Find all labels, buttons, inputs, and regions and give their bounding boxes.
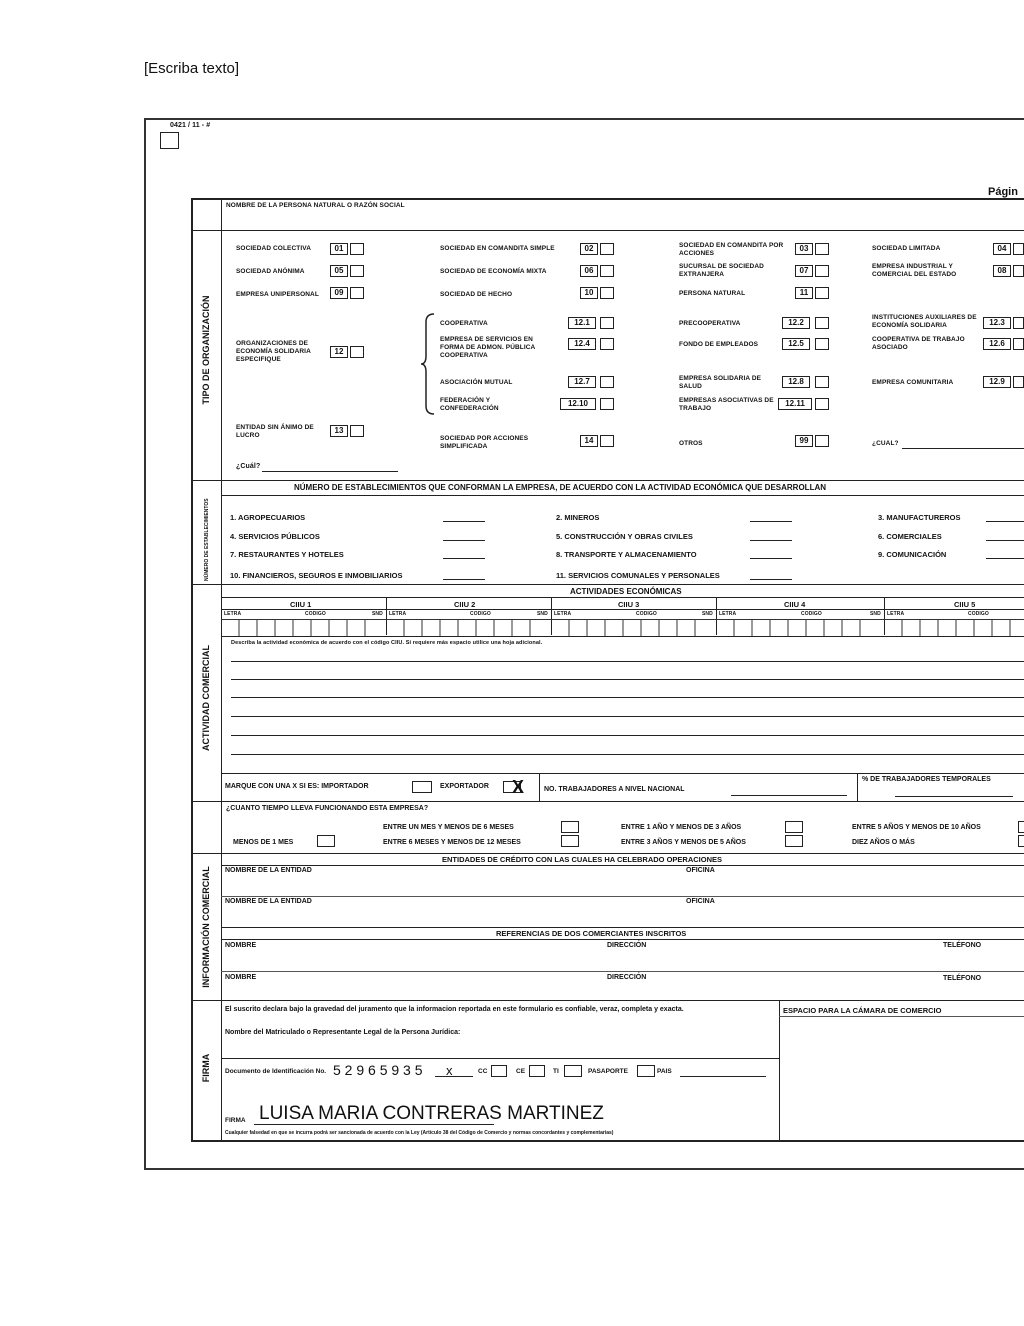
- describe-line[interactable]: [231, 697, 1024, 698]
- ref-nombre-label: NOMBRE: [225, 974, 257, 981]
- estab-input[interactable]: [750, 521, 792, 522]
- estab-input[interactable]: [986, 558, 1024, 559]
- ciiu-sub: CODIGO: [305, 611, 326, 617]
- ciiu-header: CIIU 2: [454, 600, 476, 609]
- org-code: 13: [330, 425, 348, 437]
- estab-input[interactable]: [443, 521, 485, 522]
- tiempo-option: ENTRE 1 AÑO Y MENOS DE 3 AÑOS: [621, 824, 742, 831]
- top-corner-box: [160, 132, 179, 149]
- ciiu-header: CIIU 1: [290, 600, 312, 609]
- org-code: 12.6: [983, 338, 1011, 350]
- tiempo-checkbox[interactable]: [317, 835, 335, 847]
- org-code: 12.8: [782, 376, 810, 388]
- ciiu-sub: SND: [537, 611, 548, 617]
- org-label: SOCIEDAD DE HECHO: [440, 291, 513, 298]
- describe-line[interactable]: [231, 679, 1024, 680]
- tiempo-checkbox[interactable]: [785, 821, 803, 833]
- estab-side-label: NÚMERO DE ESTABLECIMIENTOS: [204, 498, 210, 581]
- page-label: Págin: [988, 186, 1018, 198]
- ciiu-sub: CODIGO: [636, 611, 657, 617]
- actividad-title: ACTIVIDADES ECONÓMICAS: [570, 587, 682, 596]
- org-checkbox[interactable]: [350, 243, 364, 255]
- org-code: 06: [580, 265, 598, 277]
- org-checkbox[interactable]: [350, 346, 364, 358]
- ti-checkbox[interactable]: [564, 1065, 582, 1077]
- cual-label: ¿CUAL?: [872, 440, 899, 447]
- ciiu-sub: LETRA: [389, 611, 407, 617]
- pasaporte-checkbox[interactable]: [637, 1065, 655, 1077]
- divider: [191, 1000, 1024, 1001]
- header-placeholder[interactable]: [Escriba texto]: [144, 60, 240, 77]
- entidad-label: NOMBRE DE LA ENTIDAD: [225, 867, 312, 874]
- referencias-title: REFERENCIAS DE DOS COMERCIANTES INSCRITOS: [496, 929, 687, 938]
- org-label: SOCIEDAD DE ECONOMÍA MIXTA: [440, 268, 547, 275]
- divider: [191, 230, 1024, 231]
- exportador-mark: X: [512, 777, 525, 797]
- org-code: 12.3: [983, 317, 1011, 329]
- org-checkbox[interactable]: [600, 376, 614, 388]
- exportador-label: EXPORTADOR: [440, 783, 489, 790]
- org-code: 12: [330, 346, 348, 358]
- estab-item: 6. COMERCIALES: [878, 532, 942, 541]
- cc-label: CC: [478, 1068, 488, 1075]
- org-label: SOCIEDAD ANÓNIMA: [236, 268, 305, 275]
- tiempo-option: ENTRE 5 AÑOS Y MENOS DE 10 AÑOS: [852, 824, 981, 831]
- org-code: 10: [580, 287, 598, 299]
- ce-checkbox[interactable]: [529, 1065, 545, 1077]
- signature-name[interactable]: LUISA MARIA CONTRERAS MARTINEZ: [259, 1103, 604, 1124]
- ciiu-sub: LETRA: [719, 611, 737, 617]
- cual-input[interactable]: [902, 448, 1024, 449]
- importador-checkbox[interactable]: [412, 781, 432, 793]
- divider: [191, 584, 1024, 585]
- divider: [779, 1000, 780, 1142]
- org-side-label: TIPO DE ORGANIZACIÓN: [201, 295, 211, 405]
- tiempo-option: ENTRE 3 AÑOS Y MENOS DE 5 AÑOS: [621, 839, 746, 846]
- divider: [221, 773, 1024, 774]
- org-checkbox[interactable]: [600, 398, 614, 410]
- ciiu-sub: SND: [702, 611, 713, 617]
- importador-label: MARQUE CON UNA X SI ES: IMPORTADOR: [225, 783, 369, 790]
- org-checkbox[interactable]: [600, 435, 614, 447]
- credito-title: ENTIDADES DE CRÉDITO CON LAS CUALES HA CELEBRADO OPERACIONES: [442, 855, 723, 864]
- org-label: EMPRESA UNIPERSONAL: [236, 291, 319, 298]
- describe-line[interactable]: [231, 716, 1024, 717]
- org-label: EMPRESA SOLIDARIA DE SALUD: [679, 375, 762, 390]
- ti-label: TI: [553, 1068, 559, 1075]
- org-checkbox[interactable]: [350, 425, 364, 437]
- org-code: 02: [580, 243, 598, 255]
- org-code: 14: [580, 435, 598, 447]
- estab-item: 5. CONSTRUCCIÓN Y OBRAS CIVILES: [556, 532, 693, 541]
- org-label: ASOCIACIÓN MUTUAL: [440, 379, 513, 386]
- org-label: SOCIEDAD POR ACCIONES SIMPLIFICADA: [440, 435, 529, 450]
- tiempo-option: ENTRE 6 MESES Y MENOS DE 12 MESES: [383, 839, 521, 846]
- tiempo-option: DIEZ AÑOS O MÁS: [852, 839, 915, 846]
- divider: [191, 801, 1024, 802]
- org-label: EMPRESA DE SERVICIOS EN FORMA DE ADMON. PÚBLICA COOPERATIVA: [440, 336, 536, 359]
- ce-label: CE: [516, 1068, 526, 1075]
- divider: [221, 896, 1024, 897]
- org-checkbox[interactable]: [815, 338, 829, 350]
- divider: [221, 865, 1024, 866]
- divider: [221, 927, 1024, 928]
- org-checkbox[interactable]: [350, 265, 364, 277]
- trabajadores-input[interactable]: [731, 795, 847, 796]
- divider: [221, 939, 1024, 940]
- divider: [857, 773, 858, 801]
- tiempo-checkbox[interactable]: [1018, 835, 1024, 847]
- legal-footer: Cualquier falsedad en que se incurra podrá ser sancionada de acuerdo con la Ley (Artículo 38 del Código de Comercio y normas concordantes y complementarias): [225, 1130, 614, 1136]
- org-label: OTROS: [679, 440, 703, 447]
- describe-line[interactable]: [231, 754, 1024, 755]
- estab-input[interactable]: [750, 540, 792, 541]
- ref-nombre-label: NOMBRE: [225, 942, 257, 949]
- pais-input[interactable]: [680, 1076, 766, 1077]
- group-brace: [420, 312, 438, 416]
- org-label: EMPRESA INDUSTRIAL Y COMERCIAL DEL ESTADO: [872, 263, 957, 278]
- org-label: COOPERATIVA DE TRABAJO ASOCIADO: [872, 336, 965, 351]
- org-code: 12.2: [782, 317, 810, 329]
- org-code: 99: [795, 435, 813, 447]
- estab-item: 8. TRANSPORTE Y ALMACENAMIENTO: [556, 550, 697, 559]
- estab-title: NÚMERO DE ESTABLECIMIENTOS QUE CONFORMAN LA EMPRESA, DE ACUERDO CON LA ACTIVIDAD ECONÓMICA QUE DESARROLLAN: [294, 483, 827, 492]
- divider: [221, 597, 1024, 598]
- ref-direccion-label: DIRECCIÓN: [607, 942, 647, 949]
- estab-input[interactable]: [750, 579, 792, 580]
- org-checkbox[interactable]: [815, 265, 829, 277]
- describe-line[interactable]: [231, 661, 1024, 662]
- org-label: ENTIDAD SIN ÁNIMO DE LUCRO: [236, 424, 314, 439]
- org-label: ORGANIZACIONES DE ECONOMÍA SOLIDARIA ESPECIFIQUE: [236, 340, 311, 363]
- tiempo-checkbox[interactable]: [1018, 821, 1024, 833]
- org-checkbox[interactable]: [600, 265, 614, 277]
- representante-label: Nombre del Matriculado o Representante Legal de la Persona Jurídica:: [225, 1029, 461, 1036]
- estab-item: 4. SERVICIOS PÚBLICOS: [230, 532, 320, 541]
- divider: [779, 1016, 1024, 1017]
- org-checkbox[interactable]: [815, 435, 829, 447]
- describe-line[interactable]: [231, 735, 1024, 736]
- estab-input[interactable]: [443, 540, 485, 541]
- estab-item: 10. FINANCIEROS, SEGUROS E INMOBILIARIOS: [230, 571, 403, 580]
- org-label: FEDERACIÓN Y CONFEDERACIÓN: [440, 397, 499, 412]
- estab-input[interactable]: [986, 521, 1024, 522]
- ciiu-header: CIIU 4: [784, 600, 806, 609]
- org-checkbox[interactable]: [815, 376, 829, 388]
- cual-label: ¿Cuál?: [236, 463, 261, 470]
- ciiu-sub: CODIGO: [801, 611, 822, 617]
- form-code: 0421 / 11 - #: [170, 122, 211, 129]
- cual-input[interactable]: [262, 471, 398, 472]
- firma-label: FIRMA: [225, 1117, 246, 1124]
- org-code: 03: [795, 243, 813, 255]
- divider: [221, 1058, 779, 1059]
- ref-direccion-label: DIRECCIÓN: [607, 974, 647, 981]
- temporales-input[interactable]: [895, 796, 1013, 797]
- org-checkbox[interactable]: [600, 243, 614, 255]
- ciiu-sub: LETRA: [554, 611, 572, 617]
- trabajadores-label: NO. TRABAJADORES A NIVEL NACIONAL: [544, 786, 685, 793]
- org-label: COOPERATIVA: [440, 320, 488, 327]
- tiempo-option: ENTRE UN MES Y MENOS DE 6 MESES: [383, 824, 514, 831]
- signature-line: [254, 1124, 494, 1125]
- ciiu-sub: SND: [870, 611, 881, 617]
- divider: [191, 853, 1024, 854]
- org-checkbox[interactable]: [350, 287, 364, 299]
- ciiu-cells[interactable]: [221, 619, 1024, 637]
- org-label: FONDO DE EMPLEADOS: [679, 341, 759, 348]
- org-code: 04: [993, 243, 1011, 255]
- estab-input[interactable]: [750, 558, 792, 559]
- org-checkbox[interactable]: [815, 398, 829, 410]
- org-code: 07: [795, 265, 813, 277]
- ciiu-header: CIIU 3: [618, 600, 640, 609]
- org-checkbox[interactable]: [600, 287, 614, 299]
- org-label: SOCIEDAD LIMITADA: [872, 245, 941, 252]
- pasaporte-label: PASAPORTE: [588, 1068, 628, 1075]
- divider: [221, 495, 1024, 496]
- declaration-text: El suscrito declara bajo la gravedad del juramento que la informacion reportada en este formulario es confiable, veraz, completa y exacta.: [225, 1006, 684, 1013]
- name-label: NOMBRE DE LA PERSONA NATURAL O RAZÓN SOCIAL: [226, 202, 405, 209]
- org-checkbox[interactable]: [1013, 338, 1024, 350]
- ref-telefono-label: TELÉFONO: [943, 942, 982, 949]
- org-code: 09: [330, 287, 348, 299]
- org-code: 12.4: [568, 338, 596, 350]
- org-label: SOCIEDAD COLECTIVA: [236, 245, 311, 252]
- ciiu-sub: CODIGO: [968, 611, 989, 617]
- tiempo-checkbox[interactable]: [561, 821, 579, 833]
- org-checkbox[interactable]: [1013, 317, 1024, 329]
- divider: [221, 609, 1024, 610]
- divider: [221, 971, 1024, 972]
- actividad-side-label: ACTIVIDAD COMERCIAL: [201, 645, 211, 751]
- org-code: 12.9: [983, 376, 1011, 388]
- org-label: PRECOOPERATIVA: [679, 320, 741, 327]
- ciiu-sub: LETRA: [887, 611, 905, 617]
- doc-type-mark: x: [446, 1063, 453, 1078]
- org-label: EMPRESA COMUNITARIA: [872, 379, 954, 386]
- org-checkbox[interactable]: [1013, 265, 1024, 277]
- doc-label: Documento de Identificación No.: [225, 1068, 327, 1075]
- org-code: 05: [330, 265, 348, 277]
- org-checkbox[interactable]: [600, 317, 614, 329]
- org-code: 12.1: [568, 317, 596, 329]
- org-checkbox[interactable]: [600, 338, 614, 350]
- org-code: 01: [330, 243, 348, 255]
- pais-label: PAIS: [657, 1068, 672, 1075]
- doc-underline: [435, 1076, 473, 1077]
- org-label: SUCURSAL DE SOCIEDAD EXTRANJERA: [679, 263, 764, 278]
- tiempo-checkbox[interactable]: [785, 835, 803, 847]
- estab-item: 7. RESTAURANTES Y HOTELES: [230, 550, 344, 559]
- ciiu-sub: CODIGO: [470, 611, 491, 617]
- divider: [539, 773, 540, 801]
- tiempo-checkbox[interactable]: [561, 835, 579, 847]
- ciiu-header: CIIU 5: [954, 600, 976, 609]
- firma-side-label: FIRMA: [201, 1053, 211, 1083]
- estab-item: 9. COMUNICACIÓN: [878, 550, 947, 559]
- org-checkbox[interactable]: [1013, 376, 1024, 388]
- estab-input[interactable]: [443, 579, 485, 580]
- oficina-label: OFICINA: [686, 867, 715, 874]
- org-code: 12.5: [782, 338, 810, 350]
- org-code: 12.10: [560, 398, 596, 410]
- org-checkbox[interactable]: [1013, 243, 1024, 255]
- ciiu-sub: LETRA: [224, 611, 242, 617]
- estab-input[interactable]: [986, 540, 1024, 541]
- camara-label: ESPACIO PARA LA CÁMARA DE COMERCIO: [783, 1006, 942, 1015]
- tiempo-option: MENOS DE 1 MES: [233, 839, 294, 846]
- org-code: 12.11: [778, 398, 812, 410]
- ref-telefono-label: TELÉFONO: [943, 975, 982, 982]
- estab-item: 11. SERVICIOS COMUNALES Y PERSONALES: [556, 571, 720, 580]
- oficina-label: OFICINA: [686, 898, 715, 905]
- org-checkbox[interactable]: [815, 317, 829, 329]
- info-side-label: INFORMACIÓN COMERCIAL: [201, 866, 211, 988]
- ciiu-sub: SND: [372, 611, 383, 617]
- org-checkbox[interactable]: [815, 243, 829, 255]
- org-label: EMPRESAS ASOCIATIVAS DE TRABAJO: [679, 397, 774, 412]
- org-code: 11: [795, 287, 813, 299]
- org-code: 08: [993, 265, 1011, 277]
- temporales-label: % DE TRABAJADORES TEMPORALES: [862, 776, 991, 783]
- org-label: PERSONA NATURAL: [679, 290, 746, 297]
- org-checkbox[interactable]: [815, 287, 829, 299]
- estab-item: 2. MINEROS: [556, 513, 600, 522]
- divider: [191, 480, 1024, 481]
- org-code: 12.7: [568, 376, 596, 388]
- estab-item: 3. MANUFACTUREROS: [878, 513, 961, 522]
- org-label: INSTITUCIONES AUXILIARES DE ECONOMÍA SOLIDARIA: [872, 314, 977, 329]
- doc-value[interactable]: 5 2 9 6 5 9 3 5: [333, 1062, 423, 1078]
- describe-instructions: Describa la actividad económica de acuerdo con el código CIIU. Si requiere más espacio utilice una hoja adicional.: [231, 640, 543, 646]
- tiempo-question: ¿CUANTO TIEMPO LLEVA FUNCIONANDO ESTA EMPRESA?: [226, 805, 429, 812]
- ciiu-cell-grid: [221, 620, 1024, 636]
- org-label: SOCIEDAD EN COMANDITA POR ACCIONES: [679, 242, 784, 257]
- estab-input[interactable]: [443, 558, 485, 559]
- cc-checkbox[interactable]: [491, 1065, 507, 1077]
- entidad-label: NOMBRE DE LA ENTIDAD: [225, 898, 312, 905]
- estab-item: 1. AGROPECUARIOS: [230, 513, 306, 522]
- org-label: SOCIEDAD EN COMANDITA SIMPLE: [440, 245, 555, 252]
